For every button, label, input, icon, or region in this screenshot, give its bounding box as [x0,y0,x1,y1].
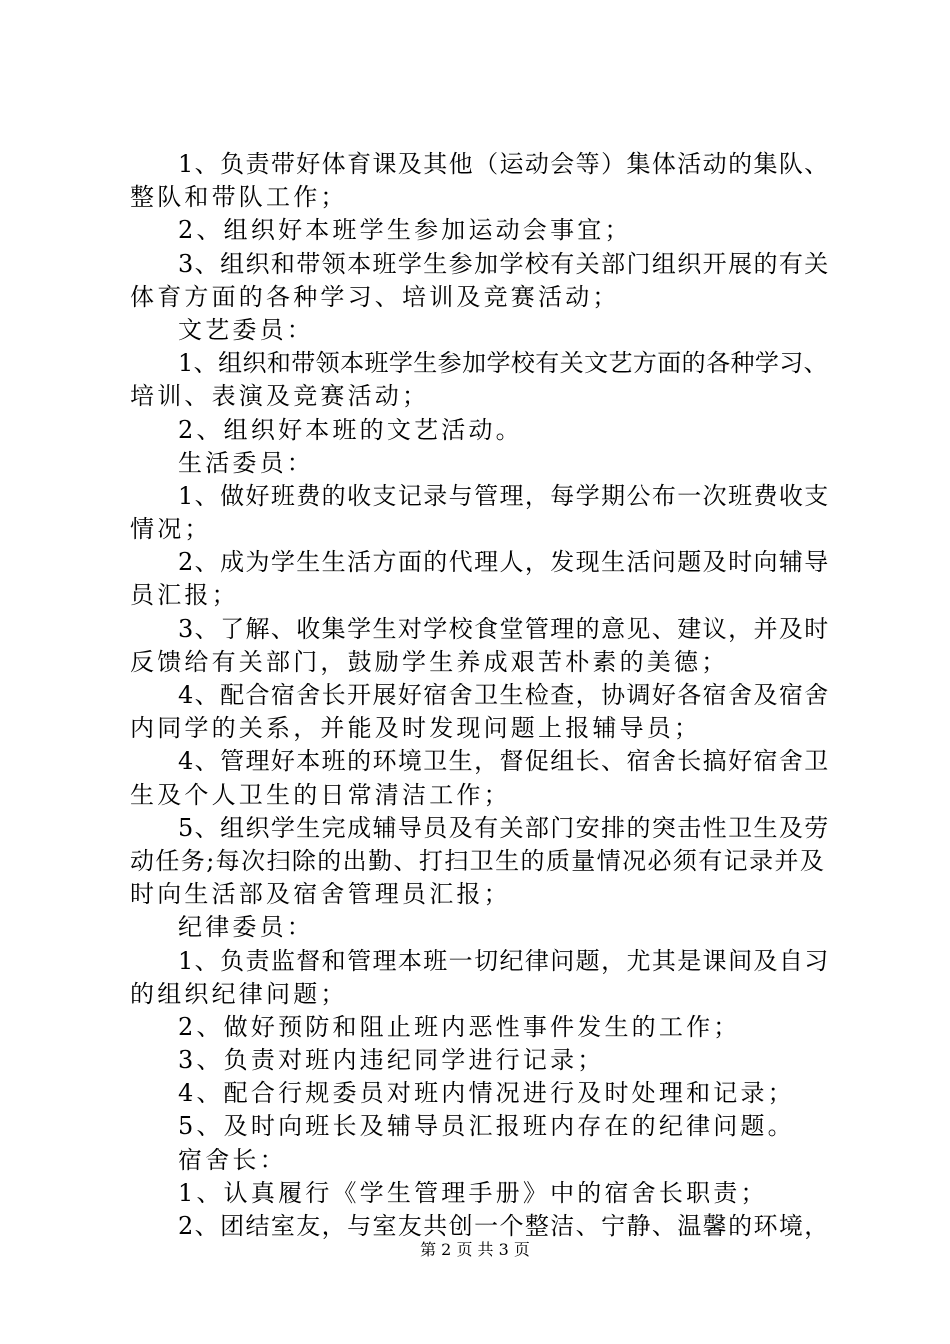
text-line: 反馈给有关部门，鼓励学生养成艰苦朴素的美德； [130,647,729,676]
text-line: 2、成为学生生活方面的代理人，发现生活问题及时向辅导 [178,548,830,577]
text-line: 内同学的关系，并能及时发现问题上报辅导员； [130,714,702,743]
text-line: 3、组织和带领本班学生参加学校有关部门组织开展的有关 [178,249,830,278]
text-line: 培训、表演及竞赛活动； [130,382,430,411]
text-line: 3、负责对班内违纪同学进行记录； [178,1046,605,1075]
text-line: 体育方面的各种学习、培训及竞赛活动； [130,282,620,311]
text-line: 员汇报； [130,581,239,610]
text-line: 的组织纪律问题； [130,979,348,1008]
text-line: 1、组织和带领本班学生参加学校有关文艺方面的各种学习、 [178,349,829,378]
text-line: 动任务;每次扫除的出勤、打扫卫生的质量情况必须有记录并及 [130,846,826,875]
text-line: 生及个人卫生的日常清洁工作； [130,780,511,809]
text-line: 4、管理好本班的环境卫生，督促组长、宿舍长搞好宿舍卫 [178,747,830,776]
text-line: 4、配合行规委员对班内情况进行及时处理和记录； [178,1079,795,1108]
text-line: 3、了解、收集学生对学校食堂管理的意见、建议，并及时 [178,614,830,643]
text-line: 2、组织好本班的文艺活动。 [178,415,523,444]
text-line: 4、配合宿舍长开展好宿舍卫生检查，协调好各宿舍及宿舍 [178,681,830,709]
text-line: 整队和带队工作； [130,183,348,212]
text-line: 5、及时向班长及辅导员汇报班内存在的纪律问题。 [178,1112,795,1141]
text-line: 2、团结室友，与室友共创一个整洁、宁静、温馨的环境， [178,1212,830,1240]
text-line: 情况； [130,515,212,544]
text-line: 文艺委员： [178,315,314,344]
text-line: 生活委员： [178,448,314,477]
text-line: 5、组织学生完成辅导员及有关部门安排的突击性卫生及劳 [178,813,830,842]
text-line: 1、负责监督和管理本班一切纪律问题，尤其是课间及自习 [178,946,830,975]
document-body [130,148,830,1243]
text-line: 1、负责带好体育课及其他（运动会等）集体活动的集队、 [178,150,830,178]
text-line: 2、做好预防和阻止班内恶性事件发生的工作； [178,1012,741,1041]
text-line: 2、组织好本班学生参加运动会事宜； [178,216,632,245]
page-footer: 第 2 页 共 3 页 [420,1240,530,1259]
text-line: 纪律委员： [178,913,314,942]
text-line: 时向生活部及宿舍管理员汇报； [130,880,511,909]
text-line: 1、认真履行《学生管理手册》中的宿舍长职责； [178,1178,768,1207]
text-line: 1、做好班费的收支记录与管理，每学期公布一次班费收支 [178,481,830,510]
text-line: 宿舍长： [178,1145,287,1174]
